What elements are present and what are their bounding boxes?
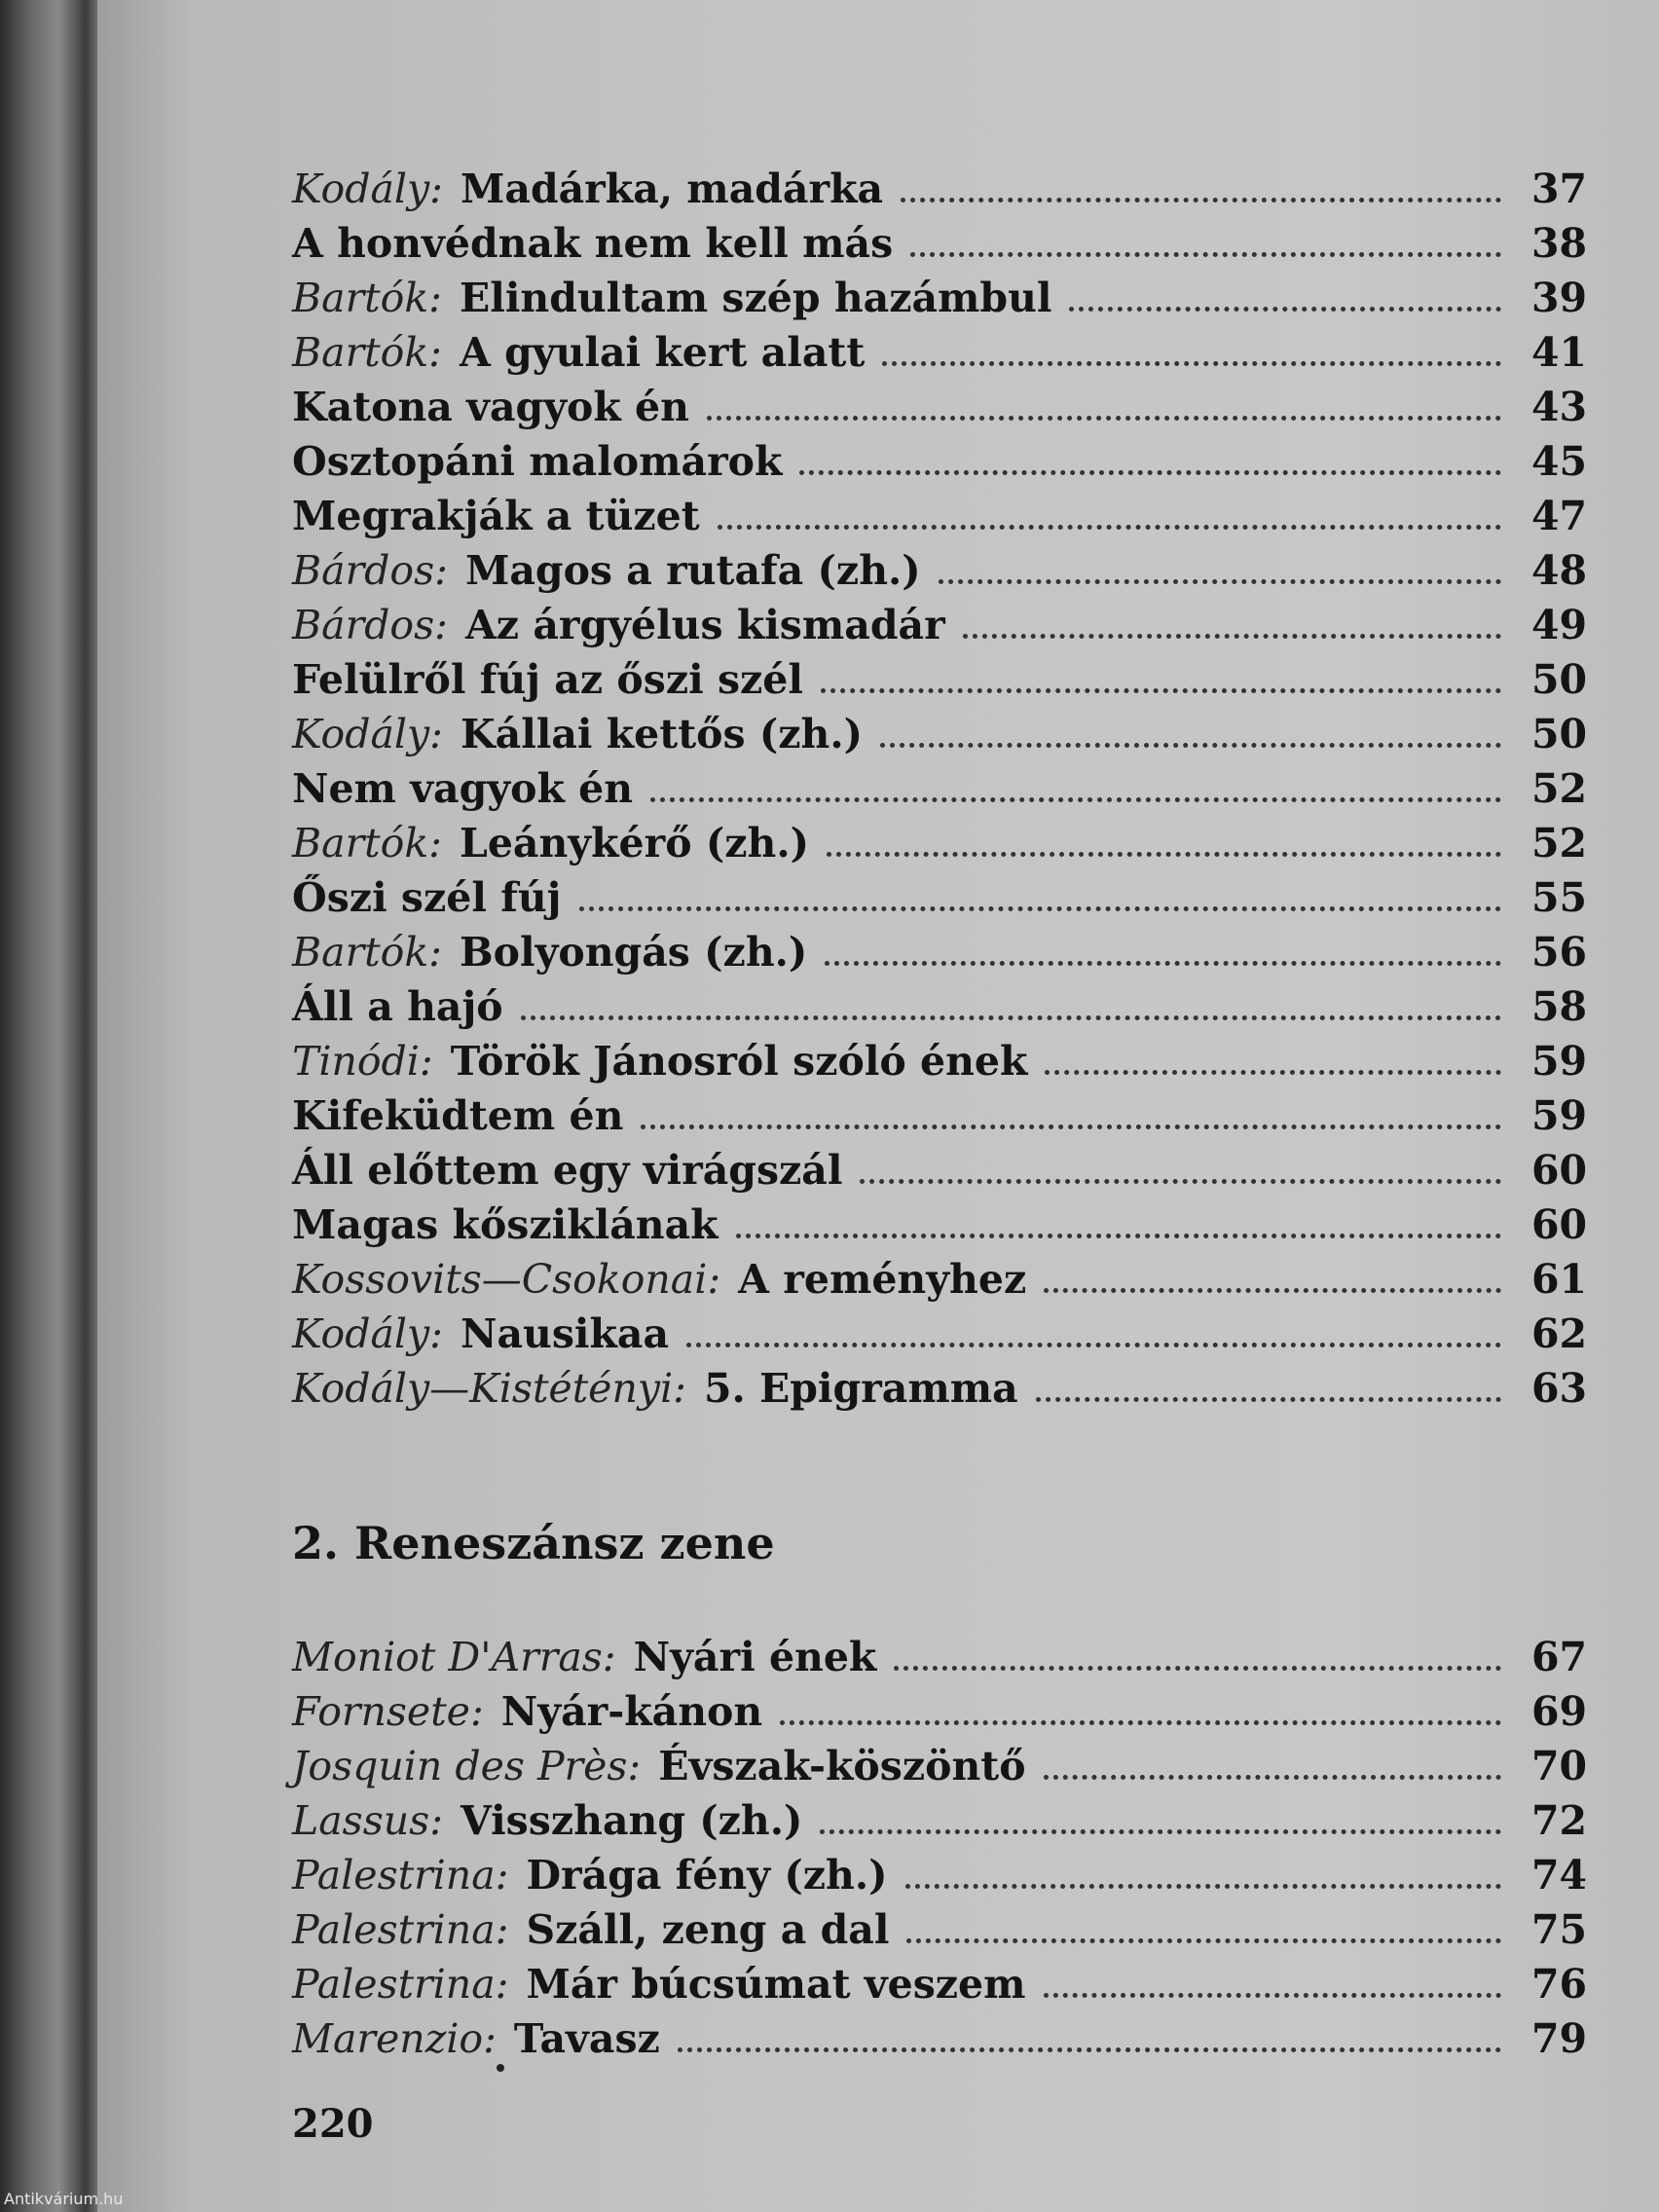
toc-composer: Bartók: xyxy=(292,329,442,376)
toc-page-number: 60 xyxy=(1530,1201,1587,1248)
toc-entry xyxy=(292,925,1587,979)
toc-composer: Palestrina: xyxy=(292,1852,509,1899)
dot-leader xyxy=(521,1015,1501,1020)
toc-entry xyxy=(292,1252,1587,1307)
toc-entry xyxy=(292,1957,1587,2011)
dot-leader xyxy=(894,1666,1501,1671)
dot-leader xyxy=(905,1884,1502,1889)
toc-entry xyxy=(292,1630,1587,1684)
dot-leader xyxy=(860,1179,1501,1184)
toc-page-number: 74 xyxy=(1530,1852,1587,1899)
ink-dot xyxy=(497,2064,504,2072)
toc-page-number: 50 xyxy=(1530,656,1587,703)
toc-composer: Moniot D'Arras: xyxy=(292,1634,616,1680)
toc-page-number: 76 xyxy=(1530,1961,1587,2008)
toc-page-number: 60 xyxy=(1530,1147,1587,1194)
book-page xyxy=(97,0,1659,2212)
toc-title: Kifeküdtem én xyxy=(292,1092,624,1139)
toc-composer: Bárdos: xyxy=(292,547,448,594)
toc-composer: Josquin des Près: xyxy=(292,1743,642,1789)
toc-page-number: 48 xyxy=(1530,547,1587,594)
toc-entry xyxy=(292,1361,1587,1416)
dot-leader xyxy=(910,252,1501,257)
dot-leader xyxy=(820,1829,1501,1834)
toc-entry xyxy=(292,1793,1587,1848)
dot-leader xyxy=(880,743,1501,748)
dot-leader xyxy=(825,961,1501,966)
dot-leader xyxy=(780,1720,1501,1725)
toc-composer: Tinódi: xyxy=(292,1038,433,1085)
toc-entry xyxy=(292,1143,1587,1198)
dot-leader xyxy=(939,579,1501,584)
dot-leader xyxy=(678,2047,1501,2052)
toc-page-number: 47 xyxy=(1530,493,1587,539)
toc-composer: Kodály—Kistétényi: xyxy=(292,1365,686,1412)
toc-page-number: 43 xyxy=(1530,384,1587,430)
dot-leader xyxy=(901,198,1501,203)
toc-page-number: 63 xyxy=(1530,1365,1587,1412)
toc-page-number: 50 xyxy=(1530,711,1587,757)
toc-section-2 xyxy=(292,1630,1587,2066)
toc-title: Elindultam szép hazámbul xyxy=(460,275,1052,321)
toc-entry xyxy=(292,434,1587,489)
toc-entry xyxy=(292,652,1587,707)
toc-title: Bolyongás (zh.) xyxy=(460,929,808,976)
dot-leader xyxy=(1044,1775,1501,1780)
toc-entry xyxy=(292,1684,1587,1739)
toc-page-number: 41 xyxy=(1530,329,1587,376)
toc-entry xyxy=(292,1198,1587,1252)
dot-leader xyxy=(650,797,1501,802)
toc-entry xyxy=(292,216,1587,271)
toc-entry xyxy=(292,162,1587,216)
toc-composer: Palestrina: xyxy=(292,1961,509,2008)
dot-leader xyxy=(906,1938,1501,1943)
dot-leader xyxy=(1036,1397,1501,1402)
dot-leader xyxy=(641,1124,1501,1129)
toc-composer: Kossovits—Csokonai: xyxy=(292,1256,721,1303)
toc-composer: Kodály: xyxy=(292,711,443,757)
toc-title: Száll, zeng a dal xyxy=(526,1906,890,1953)
toc-title: Nyár-kánon xyxy=(500,1688,763,1735)
toc-title: A reményhez xyxy=(738,1256,1027,1303)
toc-title: Áll előttem egy virágszál xyxy=(292,1147,843,1194)
toc-composer: Bartók: xyxy=(292,929,442,976)
toc-title: Katona vagyok én xyxy=(292,384,689,430)
toc-title: Drága fény (zh.) xyxy=(526,1852,888,1899)
toc-title: Visszhang (zh.) xyxy=(461,1797,803,1844)
toc-title: Nyári ének xyxy=(633,1634,877,1680)
toc-entry xyxy=(292,325,1587,380)
toc-title: Leánykérő (zh.) xyxy=(460,820,809,866)
toc-composer: Palestrina: xyxy=(292,1906,509,1953)
toc-title: Kállai kettős (zh.) xyxy=(461,711,864,757)
toc-page-number: 69 xyxy=(1530,1688,1587,1735)
toc-composer: Kodály: xyxy=(292,166,443,212)
toc-entry xyxy=(292,271,1587,325)
dot-leader xyxy=(963,634,1501,639)
toc-title: Áll a hajó xyxy=(292,983,503,1030)
toc-title: Már búcsúmat veszem xyxy=(526,1961,1026,2008)
dot-leader xyxy=(707,416,1501,421)
page-number: 220 xyxy=(292,2101,374,2147)
toc-title: Felülről fúj az őszi szél xyxy=(292,656,803,703)
toc-entry xyxy=(292,2011,1587,2066)
toc-page-number: 39 xyxy=(1530,275,1587,321)
toc-page-number: 55 xyxy=(1530,874,1587,921)
toc-page-number: 52 xyxy=(1530,765,1587,812)
toc-title: Évszak-köszöntő xyxy=(658,1743,1026,1789)
book-spine xyxy=(0,0,107,2212)
dot-leader xyxy=(827,852,1501,857)
toc-page-number: 52 xyxy=(1530,820,1587,866)
toc-section-1 xyxy=(292,162,1587,1416)
toc-entry xyxy=(292,1902,1587,1957)
dot-leader xyxy=(736,1234,1501,1238)
toc-title: A gyulai kert alatt xyxy=(460,329,866,376)
toc-title: Tavasz xyxy=(513,2015,660,2062)
toc-entry xyxy=(292,1848,1587,1902)
toc-composer: Bartók: xyxy=(292,275,442,321)
toc-title: Őszi szél fúj xyxy=(292,874,562,921)
toc-entry xyxy=(292,979,1587,1034)
dot-leader xyxy=(821,688,1501,693)
toc-page-number: 62 xyxy=(1530,1310,1587,1357)
toc-composer: Bárdos: xyxy=(292,602,448,648)
toc-entry xyxy=(292,761,1587,816)
toc-entry xyxy=(292,543,1587,598)
toc-composer: Lassus: xyxy=(292,1797,444,1844)
toc-title: A honvédnak nem kell más xyxy=(292,220,894,267)
dot-leader xyxy=(1069,307,1501,312)
toc-composer: Bartók: xyxy=(292,820,442,866)
toc-page-number: 59 xyxy=(1530,1038,1587,1085)
toc-title: Török Jánosról szóló ének xyxy=(450,1038,1028,1085)
dot-leader xyxy=(686,1343,1501,1347)
toc-title: Madárka, madárka xyxy=(461,166,884,212)
toc-entry xyxy=(292,1739,1587,1793)
toc-composer: Marenzio: xyxy=(292,2015,497,2062)
toc-entry xyxy=(292,1034,1587,1088)
toc-page-number: 58 xyxy=(1530,983,1587,1030)
toc-title: Magos a rutafa (zh.) xyxy=(464,547,921,594)
toc-entry xyxy=(292,1088,1587,1143)
toc-page-number: 37 xyxy=(1530,166,1587,212)
toc-entry xyxy=(292,598,1587,652)
dot-leader xyxy=(799,470,1501,475)
toc-title: Az árgyélus kismadár xyxy=(464,602,945,648)
toc-page-number: 72 xyxy=(1530,1797,1587,1844)
toc-page-number: 38 xyxy=(1530,220,1587,267)
toc-entry xyxy=(292,1307,1587,1361)
toc-page-number: 67 xyxy=(1530,1634,1587,1680)
toc-page-number: 56 xyxy=(1530,929,1587,976)
dot-leader xyxy=(1044,1993,1501,1998)
toc-page-number: 49 xyxy=(1530,602,1587,648)
toc-title: Nausikaa xyxy=(461,1310,670,1357)
toc-page-number: 75 xyxy=(1530,1906,1587,1953)
dot-leader xyxy=(882,361,1501,366)
dot-leader xyxy=(1044,1288,1501,1293)
toc-composer: Kodály: xyxy=(292,1310,443,1357)
toc-entry xyxy=(292,816,1587,870)
toc-title: Nem vagyok én xyxy=(292,765,634,812)
toc-entry xyxy=(292,489,1587,543)
toc-title: 5. Epigramma xyxy=(703,1365,1018,1412)
watermark: Antikvárium.hu xyxy=(4,2190,124,2208)
toc-title: Magas kősziklának xyxy=(292,1201,719,1248)
dot-leader xyxy=(579,906,1501,911)
dot-leader xyxy=(718,525,1501,530)
toc-entry xyxy=(292,380,1587,434)
toc-entry xyxy=(292,870,1587,925)
toc-page-number: 59 xyxy=(1530,1092,1587,1139)
toc-composer: Fornsete: xyxy=(292,1688,484,1735)
toc-title: Megrakják a tüzet xyxy=(292,493,700,539)
toc-page-number: 79 xyxy=(1530,2015,1587,2062)
dot-leader xyxy=(1045,1070,1501,1075)
toc-page-number: 61 xyxy=(1530,1256,1587,1303)
toc-title: Osztopáni malomárok xyxy=(292,438,783,485)
toc-entry xyxy=(292,707,1587,761)
section-heading: 2. Reneszánsz zene xyxy=(292,1517,775,1569)
toc-page-number: 45 xyxy=(1530,438,1587,485)
toc-page-number: 70 xyxy=(1530,1743,1587,1789)
